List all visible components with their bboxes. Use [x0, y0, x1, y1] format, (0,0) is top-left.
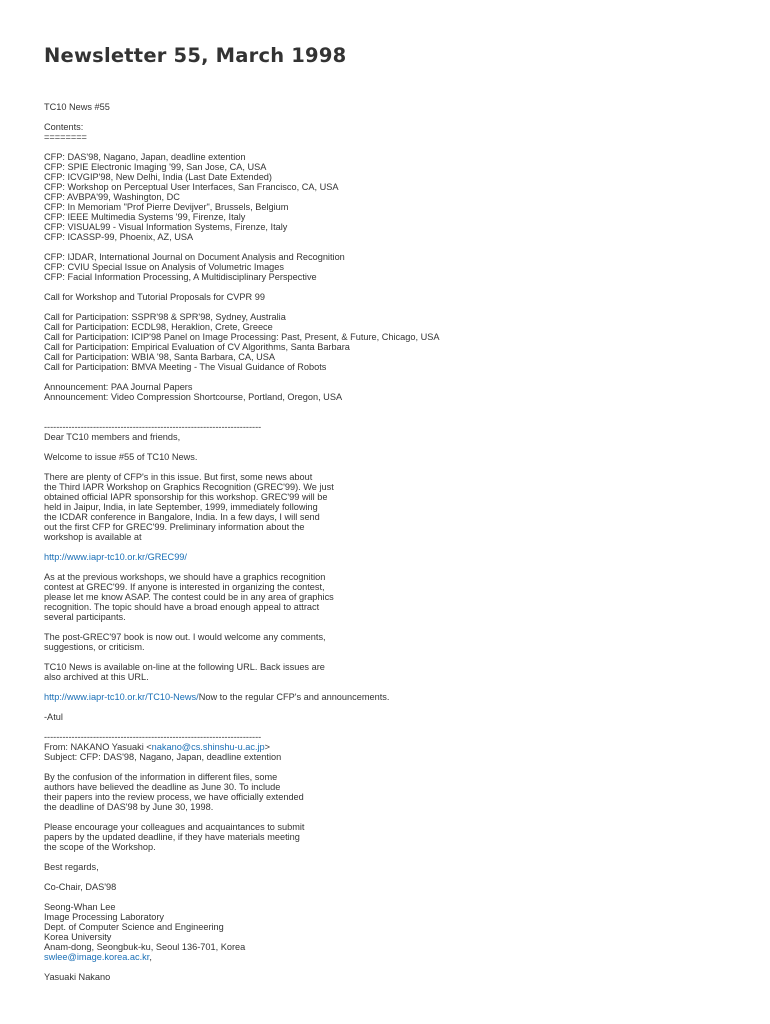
das-paragraph	[44, 772, 744, 812]
paragraph-line: papers by the updated deadline, if they have materials meeting	[44, 832, 300, 842]
subject-line: Subject: CFP: DAS'98, Nagano, Japan, deadline extention	[44, 752, 282, 762]
paragraph-line: The post-GREC'97 book is now out. I would welcome any comments,	[44, 632, 326, 642]
participation-list	[44, 312, 744, 372]
cfp-list-1	[44, 152, 744, 242]
list-item: Call for Participation: ECDL98, Heraklion, Crete, Greece	[44, 322, 273, 332]
welcome-line: Welcome to issue #55 of TC10 News.	[44, 452, 198, 462]
paragraph-line: their papers into the review process, we have officially extended	[44, 792, 304, 802]
tc10-news-link[interactable]: http://www.iapr-tc10.or.kr/TC10-News/	[44, 692, 199, 702]
online-paragraph	[44, 662, 744, 682]
contents-rule: ========	[44, 132, 87, 142]
paragraph-line: the Third IAPR Workshop on Graphics Recognition (GREC'99). We just	[44, 482, 334, 492]
list-item: CFP: DAS'98, Nagano, Japan, deadline extention	[44, 152, 246, 162]
issue-line: TC10 News #55	[44, 102, 110, 112]
paragraph-line: also archived at this URL.	[44, 672, 149, 682]
paragraph-line: By the confusion of the information in different files, some	[44, 772, 278, 782]
divider: -----------------------------------------------------------------------	[44, 422, 262, 432]
newsletter-body	[44, 102, 744, 982]
divider: -----------------------------------------------------------------------	[44, 732, 262, 742]
lee-email-tail: ,	[149, 952, 152, 962]
contest-paragraph	[44, 572, 744, 622]
list-item: Call for Workshop and Tutorial Proposals for CVPR 99	[44, 292, 265, 302]
paragraph-line: As at the previous workshops, we should have a graphics recognition	[44, 572, 326, 582]
address-line: Dept. of Computer Science and Engineering	[44, 922, 224, 932]
list-item: CFP: SPIE Electronic Imaging '99, San Jose, CA, USA	[44, 162, 267, 172]
paragraph-line: the scope of the Workshop.	[44, 842, 156, 852]
paragraph-line: recognition. The topic should have a broad enough appeal to attract	[44, 602, 320, 612]
page-title: Newsletter 55, March 1998	[44, 44, 347, 67]
list-item: CFP: IJDAR, International Journal on Document Analysis and Recognition	[44, 252, 345, 262]
cochair-line: Co-Chair, DAS'98	[44, 882, 117, 892]
cfp-list-2	[44, 252, 744, 282]
paragraph-line: held in Jaipur, India, in late September, 1999, immediately following	[44, 502, 318, 512]
list-item: Call for Participation: WBIA '98, Santa Barbara, CA, USA	[44, 352, 276, 362]
list-item: Call for Participation: Empirical Evaluation of CV Algorithms, Santa Barbara	[44, 342, 350, 352]
paragraph-line: the deadline of DAS'98 by June 30, 1998.	[44, 802, 214, 812]
paragraph-line: suggestions, or criticism.	[44, 642, 145, 652]
list-item: Announcement: Video Compression Shortcourse, Portland, Oregon, USA	[44, 392, 343, 402]
regards-line: Best regards,	[44, 862, 99, 872]
list-item: Announcement: PAA Journal Papers	[44, 382, 193, 392]
grec99-link[interactable]: http://www.iapr-tc10.or.kr/GREC99/	[44, 552, 187, 562]
list-item: CFP: IEEE Multimedia Systems '99, Firenze, Italy	[44, 212, 246, 222]
greeting: Dear TC10 members and friends,	[44, 432, 181, 442]
paragraph-line: Please encourage your colleagues and acquaintances to submit	[44, 822, 305, 832]
address-block	[44, 902, 744, 962]
nakano-email-link[interactable]: nakano@cs.shinshu-u.ac.jp	[151, 742, 265, 752]
list-item: CFP: Facial Information Processing, A Multidisciplinary Perspective	[44, 272, 317, 282]
grec-paragraph	[44, 472, 744, 542]
address-line: Korea University	[44, 932, 112, 942]
book-paragraph	[44, 632, 744, 652]
last-name: Yasuaki Nakano	[44, 972, 111, 982]
paragraph-line: the ICDAR conference in Bangalore, India. In a few days, I will send	[44, 512, 320, 522]
list-item: CFP: ICVGIP'98, New Delhi, India (Last Date Extended)	[44, 172, 272, 182]
paragraph-line: authors have believed the deadline as June 30. To include	[44, 782, 281, 792]
list-item: CFP: CVIU Special Issue on Analysis of Volumetric Images	[44, 262, 284, 272]
paragraph-line: TC10 News is available on-line at the following URL. Back issues are	[44, 662, 325, 672]
address-line: Anam-dong, Seongbuk-ku, Seoul 136-701, Korea	[44, 942, 246, 952]
paragraph-line: several participants.	[44, 612, 126, 622]
paragraph-line: obtained official IAPR sponsorship for this workshop. GREC'99 will be	[44, 492, 328, 502]
encourage-paragraph	[44, 822, 744, 852]
paragraph-line: contest at GREC'99. If anyone is interested in organizing the contest,	[44, 582, 325, 592]
paragraph-line: out the first CFP for GREC'99. Preliminary information about the	[44, 522, 305, 532]
list-item: CFP: Workshop on Perceptual User Interfaces, San Francisco, CA, USA	[44, 182, 339, 192]
paragraph-line: please let me know ASAP. The contest could be in any area of graphics	[44, 592, 334, 602]
signoff: -Atul	[44, 712, 63, 722]
from-prefix: From: NAKANO Yasuaki <	[44, 742, 152, 752]
paragraph-line: There are plenty of CFP's in this issue. But first, some news about	[44, 472, 313, 482]
list-item: Call for Participation: ICIP'98 Panel on Image Processing: Past, Present, & Future, Chicago, USA	[44, 332, 440, 342]
paragraph-line: workshop is available at	[44, 532, 142, 542]
contents-label: Contents:	[44, 122, 84, 132]
list-item: CFP: VISUAL99 - Visual Information Systems, Firenze, Italy	[44, 222, 288, 232]
list-item: Call for Participation: SSPR'98 & SPR'98, Sydney, Australia	[44, 312, 286, 322]
list-item: Call for Participation: BMVA Meeting - The Visual Guidance of Robots	[44, 362, 327, 372]
list-item: CFP: ICASSP-99, Phoenix, AZ, USA	[44, 232, 194, 242]
list-item: CFP: In Memoriam "Prof Pierre Devijver", Brussels, Belgium	[44, 202, 289, 212]
news-link-tail: Now to the regular CFP's and announcements.	[198, 692, 390, 702]
announcement-list	[44, 382, 744, 402]
lee-email-link[interactable]: swlee@image.korea.ac.kr	[44, 952, 150, 962]
list-item: CFP: AVBPA'99, Washington, DC	[44, 192, 180, 202]
address-line: Image Processing Laboratory	[44, 912, 165, 922]
address-line: Seong-Whan Lee	[44, 902, 116, 912]
from-suffix: >	[264, 742, 271, 752]
